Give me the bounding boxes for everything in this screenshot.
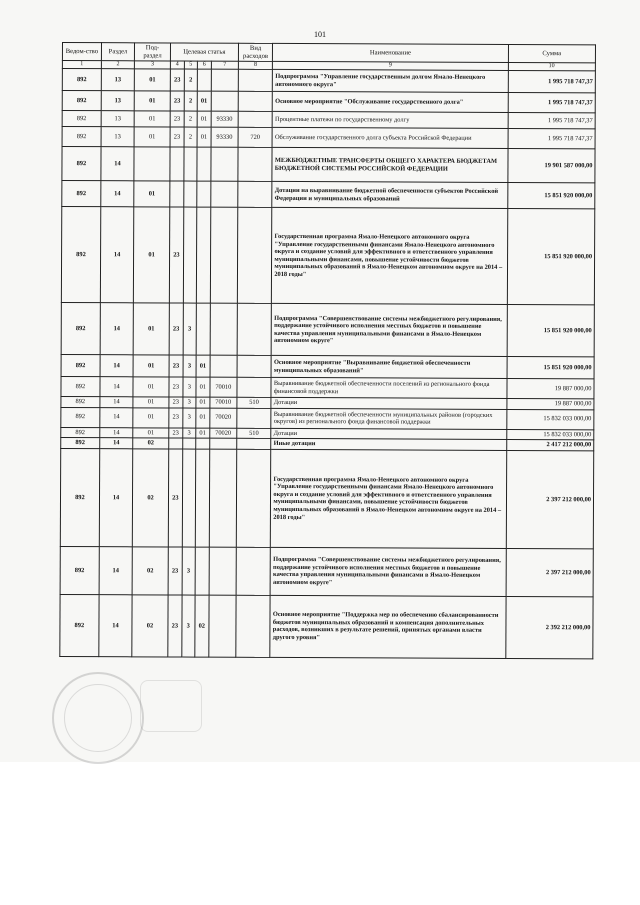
razdel-cell: 14 — [99, 547, 133, 595]
cs1-cell: 23 — [169, 397, 183, 408]
cs2-cell: 3 — [183, 355, 196, 377]
cs2-cell: 2 — [184, 91, 197, 111]
razdel-cell: 14 — [100, 438, 133, 449]
podrazdel-cell: 02 — [132, 595, 168, 657]
cs2-cell: 3 — [183, 377, 196, 397]
razdel-cell: 14 — [100, 207, 134, 303]
vid-cell — [238, 69, 273, 91]
vid-cell — [237, 377, 272, 397]
sum-cell: 2 392 212 000,00 — [505, 596, 593, 658]
cs4-cell: 70010 — [210, 377, 237, 397]
name-cell: Государственная программа Ямало-Ненецкого автономного округа "Управление государственными финансами Ямало-Ненецкого автономного округа и создание условий для эффективного и ответственного управления муниципальными финансами, повышение устойчивости бюджетов муниципальных образований в Ямало-Ненецком автономном округе на 2014 – 2018 годы" — [271, 449, 507, 548]
cs1-cell: 23 — [170, 127, 184, 147]
sum-cell: 19 901 587 000,00 — [507, 149, 595, 183]
podrazdel-cell: 02 — [133, 438, 169, 449]
col-number: 7 — [211, 61, 238, 69]
cs1-cell: 23 — [169, 428, 183, 439]
col-number: 10 — [508, 63, 595, 71]
budget-table — [59, 42, 596, 659]
name-cell: Дотации — [271, 428, 506, 440]
podrazdel-cell: 01 — [133, 377, 169, 397]
ved-cell: 892 — [62, 147, 101, 181]
sum-cell: 15 851 920 000,00 — [507, 183, 595, 209]
cs3-cell: 01 — [197, 127, 211, 147]
cs1-cell: 23 — [170, 111, 184, 127]
sum-cell: 2 397 212 000,00 — [506, 450, 594, 548]
ved-cell: 892 — [61, 377, 100, 397]
cs2-cell: 3 — [183, 428, 196, 439]
name-cell: Подпрограмма "Управление государственным долгом Ямало-Ненецкого автономного округа" — [273, 70, 508, 93]
razdel-cell: 13 — [101, 69, 135, 91]
podrazdel-cell: 01 — [133, 397, 169, 408]
cs3-cell — [197, 69, 211, 91]
name-cell: Основное мероприятие "Поддержка мер по обеспечению сбалансированности бюджетов муниципальных образований и компенсация дополнительных расходов, возникших в результате решений, принятых органами власти другого уровня" — [270, 595, 505, 658]
vid-cell — [237, 207, 272, 303]
name-cell: Выравнивание бюджетной обеспеченности поселений из регионального фонда финансовой поддержки — [271, 378, 506, 399]
header-razdel: Раздел — [101, 43, 135, 61]
sum-cell: 1 995 718 747,37 — [508, 93, 596, 113]
ved-cell: 892 — [61, 438, 100, 449]
cs3-cell: 01 — [197, 91, 211, 111]
ved-cell: 892 — [62, 69, 101, 91]
table-row — [60, 594, 593, 658]
name-cell: Иные дотации — [271, 439, 506, 451]
page-number: 101 — [314, 30, 326, 39]
header-ved: Ведом-ство — [62, 43, 101, 61]
sum-cell: 2 397 212 000,00 — [506, 548, 594, 596]
col-number: 2 — [101, 61, 134, 69]
sum-cell: 15 832 033 000,00 — [506, 409, 594, 429]
table-row — [62, 127, 595, 149]
cs4-cell: 93330 — [211, 127, 238, 147]
cs3-cell: 02 — [195, 595, 209, 657]
faded-stamp — [140, 680, 202, 732]
cs1-cell: 23 — [170, 91, 184, 111]
name-cell: Обслуживание государственного долга субъекта Российской Федерации — [272, 128, 507, 149]
razdel-cell: 14 — [101, 147, 135, 181]
razdel-cell: 14 — [101, 181, 135, 207]
vid-cell — [236, 595, 271, 657]
podrazdel-cell: 01 — [134, 127, 170, 147]
razdel-cell: 14 — [100, 303, 134, 355]
ved-cell: 892 — [61, 427, 100, 438]
cs2-cell — [182, 449, 195, 547]
col-number: 4 — [170, 61, 184, 69]
cs2-cell: 3 — [183, 303, 196, 355]
name-cell: Дотации — [271, 398, 506, 410]
podrazdel-cell: 01 — [134, 207, 170, 303]
cs1-cell — [170, 147, 184, 181]
table-row — [61, 303, 594, 357]
cs3-cell: 01 — [196, 355, 210, 377]
table-row — [62, 91, 595, 113]
vid-cell — [238, 91, 273, 111]
header-summa: Сумма — [508, 44, 596, 63]
razdel-cell: 13 — [101, 91, 135, 111]
cs3-cell: 01 — [196, 408, 210, 428]
podrazdel-cell — [134, 147, 170, 181]
table-row — [60, 448, 593, 548]
razdel-cell: 14 — [99, 595, 133, 657]
ved-cell: 892 — [61, 303, 100, 355]
table-body — [60, 69, 596, 659]
sum-cell: 15 851 920 000,00 — [507, 305, 595, 357]
name-cell: Основное мероприятие "Обслуживание государственного долга" — [273, 92, 508, 113]
col-number: 5 — [184, 61, 197, 69]
sum-cell: 15 851 920 000,00 — [507, 357, 595, 379]
cs2-cell — [184, 181, 197, 207]
cs3-cell: 01 — [197, 111, 211, 127]
cs1-cell: 23 — [170, 69, 184, 91]
cs4-cell — [211, 91, 238, 111]
cs4-cell: 70020 — [210, 428, 237, 439]
ved-cell: 892 — [61, 207, 100, 303]
table-row — [60, 546, 593, 596]
vid-cell — [238, 181, 273, 207]
ved-cell: 892 — [61, 407, 100, 427]
seal-stamp — [52, 672, 144, 764]
col-number: 1 — [62, 61, 101, 69]
razdel-cell: 13 — [101, 111, 135, 127]
name-cell: Государственная программа Ямало-Ненецкого автономного округа "Управление государственными финансами Ямало-Ненецкого автономного округа и создание условий для эффективного и ответственного управления муниципальными финансами, повышение устойчивости бюджетов муниципальных образований в Ямало-Ненецком автономном округе на 2014 – 2018 годы" — [272, 208, 508, 305]
cs2-cell: 2 — [184, 111, 197, 127]
table-row — [62, 147, 595, 183]
podrazdel-cell: 01 — [133, 428, 169, 439]
name-cell: Подпрограмма "Совершенствование системы межбюджетного регулирования, поддержание устойчивого исполнения местных бюджетов и повышение качества управления муниципальными финансами в Ямало-Ненецком автономном округе" — [271, 304, 506, 357]
vid-cell — [238, 111, 273, 127]
cs3-cell — [197, 147, 211, 181]
cs4-cell — [211, 69, 238, 91]
podrazdel-cell: 01 — [133, 408, 169, 428]
razdel-cell: 14 — [100, 377, 134, 397]
name-cell: МЕЖБЮДЖЕТНЫЕ ТРАНСФЕРТЫ ОБЩЕГО ХАРАКТЕРА БЮДЖЕТАМ БЮДЖЕТНОЙ СИСТЕМЫ РОССИЙСКОЙ ФЕДЕРАЦИИ — [272, 148, 507, 183]
header-naimenovanie: Наименование — [273, 43, 508, 62]
header-podrazdel: Под-раздел — [135, 43, 171, 61]
col-number: 9 — [273, 62, 508, 71]
podrazdel-cell: 01 — [134, 91, 170, 111]
col-number: 3 — [135, 61, 171, 69]
sum-cell: 1 995 718 747,37 — [508, 71, 596, 93]
ved-cell: 892 — [62, 127, 101, 147]
podrazdel-cell: 02 — [132, 547, 168, 595]
name-cell: Процентные платежи по государственному долгу — [272, 112, 507, 129]
cs2-cell — [183, 438, 196, 449]
sum-cell: 15 832 033 000,00 — [506, 429, 593, 440]
col-number: 6 — [197, 61, 211, 69]
cs4-cell — [209, 547, 236, 595]
sum-cell: 1 995 718 747,37 — [508, 113, 596, 129]
vid-cell: 720 — [238, 127, 273, 147]
cs4-cell — [209, 595, 236, 657]
razdel-cell: 14 — [100, 407, 134, 427]
header-celevaya-statya: Целевая статья — [170, 43, 238, 61]
vid-cell — [237, 439, 272, 450]
ved-cell: 892 — [62, 111, 101, 127]
vid-cell — [236, 547, 271, 595]
sum-cell: 1 995 718 747,37 — [508, 129, 596, 149]
vid-cell — [237, 408, 272, 428]
cs1-cell: 23 — [169, 377, 183, 397]
name-cell: Подпрограмма "Совершенствование системы межбюджетного регулирования, поддержание устойчивого исполнения местных бюджетов и повышение качества управления муниципальными финансами в Ямало-Ненецком автономном округе" — [270, 547, 505, 596]
podrazdel-cell: 01 — [133, 355, 169, 377]
cs2-cell: 3 — [182, 595, 195, 657]
cs1-cell: 23 — [169, 207, 183, 303]
cs3-cell: 01 — [196, 377, 210, 397]
cs1-cell — [169, 438, 183, 449]
ved-cell: 892 — [62, 91, 101, 111]
podrazdel-cell: 01 — [135, 69, 171, 91]
sum-cell: 2 417 212 000,00 — [506, 440, 593, 451]
cs3-cell — [196, 438, 210, 449]
cs3-cell — [195, 547, 209, 595]
cs4-cell: 93330 — [211, 111, 238, 127]
podrazdel-cell: 01 — [133, 303, 169, 355]
sum-cell: 15 851 920 000,00 — [507, 209, 595, 305]
cs3-cell: 01 — [196, 397, 210, 408]
ved-cell: 892 — [60, 594, 99, 656]
cs4-cell — [209, 449, 236, 547]
cs1-cell: 23 — [168, 595, 182, 657]
ved-cell: 892 — [62, 181, 101, 207]
podrazdel-cell: 01 — [134, 111, 170, 127]
cs1-cell — [170, 181, 184, 207]
ved-cell: 892 — [60, 448, 99, 546]
header-vid-rashodov: Вид расходов — [238, 43, 273, 61]
name-cell: Дотации на выравнивание бюджетной обеспеченности субъектов Российской Федерации и муниципальных образований — [272, 182, 507, 209]
ved-cell: 892 — [61, 355, 100, 377]
cs3-cell — [196, 207, 210, 303]
cs2-cell: 3 — [182, 547, 195, 595]
name-cell: Основное мероприятие "Выравнивание бюджетной обеспеченности муниципальных образований" — [271, 356, 506, 379]
sum-cell: 19 887 000,00 — [506, 399, 593, 410]
cs3-cell — [196, 303, 210, 355]
cs1-cell: 23 — [169, 303, 183, 355]
cs2-cell: 2 — [184, 69, 197, 91]
podrazdel-cell: 01 — [134, 181, 170, 207]
razdel-cell: 14 — [100, 397, 133, 408]
cs2-cell: 3 — [183, 397, 196, 408]
cs2-cell: 2 — [184, 127, 197, 147]
name-cell: Выравнивание бюджетной обеспеченности муниципальных районов (городских округов) из регионального фонда финансовой поддержки — [271, 408, 506, 429]
cs2-cell: 3 — [183, 408, 196, 428]
table-row — [61, 407, 594, 429]
razdel-cell: 14 — [100, 355, 134, 377]
table-row — [61, 377, 594, 399]
vid-cell — [236, 449, 271, 547]
table-row — [62, 69, 595, 93]
cs2-cell — [184, 147, 197, 181]
cs4-cell — [210, 439, 237, 450]
cs4-cell — [211, 181, 238, 207]
cs4-cell — [211, 147, 238, 181]
cs4-cell: 70020 — [210, 408, 237, 428]
razdel-cell: 14 — [99, 449, 133, 547]
cs2-cell — [183, 207, 196, 303]
cs3-cell — [197, 181, 211, 207]
cs1-cell: 23 — [168, 547, 182, 595]
table-row — [61, 355, 594, 379]
razdel-cell: 14 — [100, 427, 133, 438]
cs3-cell: 01 — [196, 428, 210, 439]
vid-cell — [237, 303, 272, 355]
sum-cell: 19 887 000,00 — [506, 379, 594, 399]
vid-cell — [238, 147, 273, 181]
cs1-cell: 23 — [169, 408, 183, 428]
col-number: 8 — [238, 61, 273, 69]
cs3-cell — [195, 449, 209, 547]
table-row — [62, 181, 595, 209]
cs1-cell: 23 — [168, 449, 182, 547]
cs4-cell — [210, 303, 237, 355]
vid-cell: 510 — [237, 397, 272, 408]
cs4-cell — [210, 207, 237, 303]
cs4-cell — [210, 355, 237, 377]
cs1-cell: 23 — [169, 355, 183, 377]
table-row — [61, 207, 594, 305]
vid-cell: 510 — [237, 428, 272, 439]
razdel-cell: 13 — [101, 127, 135, 147]
vid-cell — [237, 355, 272, 377]
table-header-row — [62, 43, 595, 64]
ved-cell: 892 — [60, 546, 99, 594]
cs4-cell: 70010 — [210, 397, 237, 408]
ved-cell: 892 — [61, 397, 100, 408]
podrazdel-cell: 02 — [133, 449, 169, 547]
